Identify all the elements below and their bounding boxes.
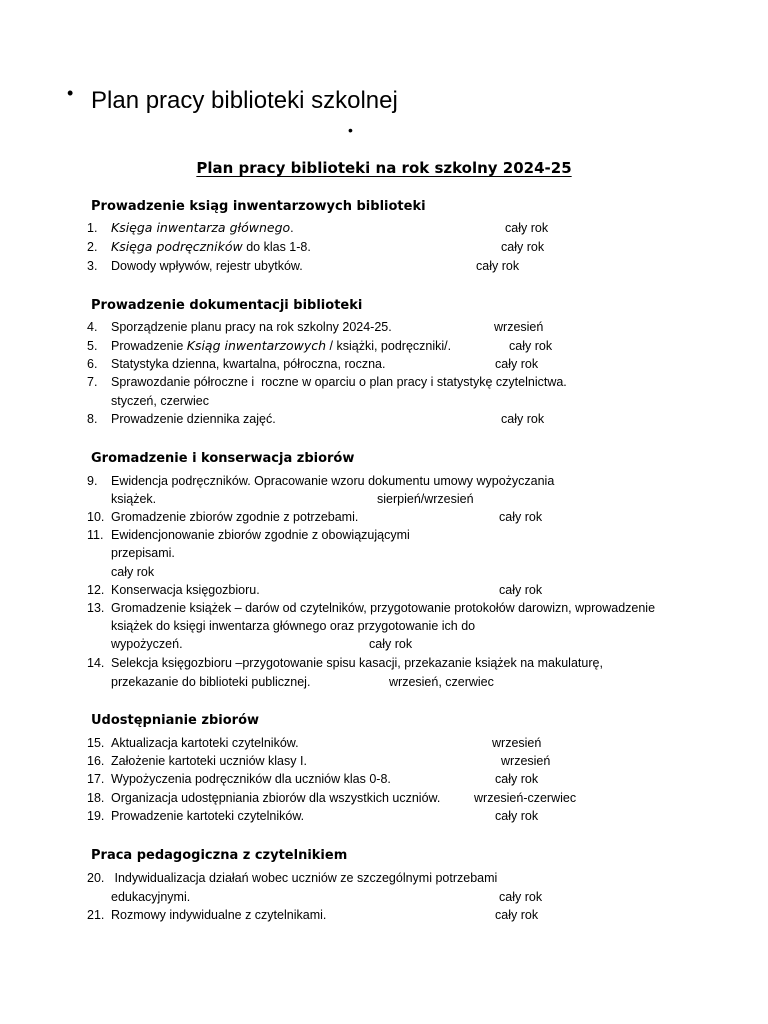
item-text: Prowadzenie kartoteki czytelników. (111, 809, 305, 823)
item-text: Dowody wpływów, rejestr ubytków. (111, 259, 303, 273)
list-item (111, 219, 294, 237)
item-text: do klas 1-8. (242, 240, 311, 254)
item-text: Aktualizacja kartoteki czytelników. (111, 736, 299, 750)
list-item (111, 337, 451, 355)
item-text: Selekcja księgozbioru –przygotowanie spisu kasacji, przekazanie książek na makulaturę, (111, 656, 603, 670)
item-term: cały rok (495, 772, 539, 786)
section-heading: Praca pedagogiczna z czytelnikiem (91, 848, 348, 863)
item-number: 18. (87, 791, 105, 805)
bullet-glyph: • (348, 122, 353, 138)
item-number: 21. (87, 908, 105, 922)
item-term: cały rok (499, 510, 543, 524)
item-number: 4. (87, 320, 98, 334)
item-text: Rozmowy indywidualne z czytelnikami. (111, 908, 327, 922)
item-text: Konserwacja księgozbioru. (111, 583, 260, 597)
item-term: wrzesień (494, 320, 544, 334)
item-number: 10. (87, 510, 105, 524)
item-italic-text: Ksiąg inwentarzowych (186, 338, 327, 353)
item-term: cały rok (369, 637, 413, 651)
item-text: przekazanie do biblioteki publicznej. (111, 675, 311, 689)
item-text: Ewidencjonowanie zbiorów zgodnie z obowiązującymi (111, 528, 410, 542)
item-term: wrzesień, czerwiec (389, 675, 494, 689)
item-number: 19. (87, 809, 105, 823)
section-heading: Udostępnianie zbiorów (91, 713, 260, 728)
section-heading: Prowadzenie ksiąg inwentarzowych biblioteki (91, 199, 426, 214)
item-text: Statystyka dzienna, kwartalna, półroczna, roczna. (111, 357, 386, 371)
item-number: 9. (87, 474, 98, 488)
document-title: Plan pracy biblioteki szkolnej (91, 87, 398, 114)
item-text: / książki, podręczniki/. (326, 339, 452, 353)
item-number: 3. (87, 259, 98, 273)
item-term: cały rok (501, 240, 545, 254)
item-text: Wypożyczenia podręczników dla uczniów klas 0-8. (111, 772, 391, 786)
item-number: 15. (87, 736, 105, 750)
item-text: Sprawozdanie półroczne i roczne w oparciu o plan pracy i statystykę czytelnictwa. (111, 375, 567, 389)
item-text: Ewidencja podręczników. Opracowanie wzoru dokumentu umowy wypożyczania (111, 474, 555, 488)
item-term: wrzesień-czerwiec (474, 791, 577, 805)
item-term: cały rok (499, 583, 543, 597)
item-number: 5. (87, 339, 98, 353)
item-text: . (290, 221, 294, 235)
item-term: cały rok (476, 259, 520, 273)
item-number: 17. (87, 772, 105, 786)
item-number: 1. (87, 221, 98, 235)
item-number: 20. (87, 871, 105, 885)
item-term: cały rok (505, 221, 549, 235)
item-term: cały rok (509, 339, 553, 353)
item-term: cały rok (499, 890, 543, 904)
section-heading: Prowadzenie dokumentacji biblioteki (91, 298, 363, 313)
item-number: 14. (87, 656, 105, 670)
item-number: 7. (87, 375, 98, 389)
list-item (111, 238, 311, 256)
item-number: 12. (87, 583, 105, 597)
item-italic-text: Księga inwentarza głównego (111, 220, 291, 235)
item-text: Gromadzenie zbiorów zgodnie z potrzebami. (111, 510, 359, 524)
item-term: styczeń, czerwiec (111, 394, 209, 408)
item-term: cały rok (111, 565, 155, 579)
item-text: Założenie kartoteki uczniów klasy I. (111, 754, 307, 768)
section-heading: Gromadzenie i konserwacja zbiorów (91, 451, 355, 466)
item-term: cały rok (495, 908, 539, 922)
item-text: Sporządzenie planu pracy na rok szkolny 2024-25. (111, 320, 392, 334)
plan-title: Plan pracy biblioteki na rok szkolny 2024-25 (196, 159, 572, 177)
item-term: wrzesień (501, 754, 551, 768)
item-term: cały rok (495, 357, 539, 371)
item-text: Prowadzenie dziennika zajęć. (111, 412, 276, 426)
item-term: cały rok (495, 809, 539, 823)
item-text: wypożyczeń. (111, 637, 183, 651)
item-text: Indywidualizacja działań wobec uczniów ze szczególnymi potrzebami (111, 871, 498, 885)
item-number: 16. (87, 754, 105, 768)
item-number: 11. (87, 528, 104, 542)
item-number: 6. (87, 357, 98, 371)
item-text: Gromadzenie książek – darów od czytelników, przygotowanie protokołów darowizn, wprowadzenie (111, 601, 656, 615)
item-text: przepisami. (111, 546, 175, 560)
item-text: książek. (111, 492, 157, 506)
item-term: sierpień/wrzesień (377, 492, 474, 506)
item-text: Organizacja udostępniania zbiorów dla wszystkich uczniów. (111, 791, 441, 805)
bullet-glyph: • (67, 83, 74, 103)
item-text: książek do księgi inwentarza głównego oraz przygotowanie ich do (111, 619, 476, 633)
item-number: 8. (87, 412, 98, 426)
item-text: edukacyjnymi. (111, 890, 191, 904)
item-number: 13. (87, 601, 105, 615)
item-number: 2. (87, 240, 98, 254)
item-term: cały rok (501, 412, 545, 426)
item-text: Prowadzenie (111, 339, 187, 353)
item-term: wrzesień (492, 736, 542, 750)
item-italic-text: Księga podręczników (111, 239, 243, 254)
